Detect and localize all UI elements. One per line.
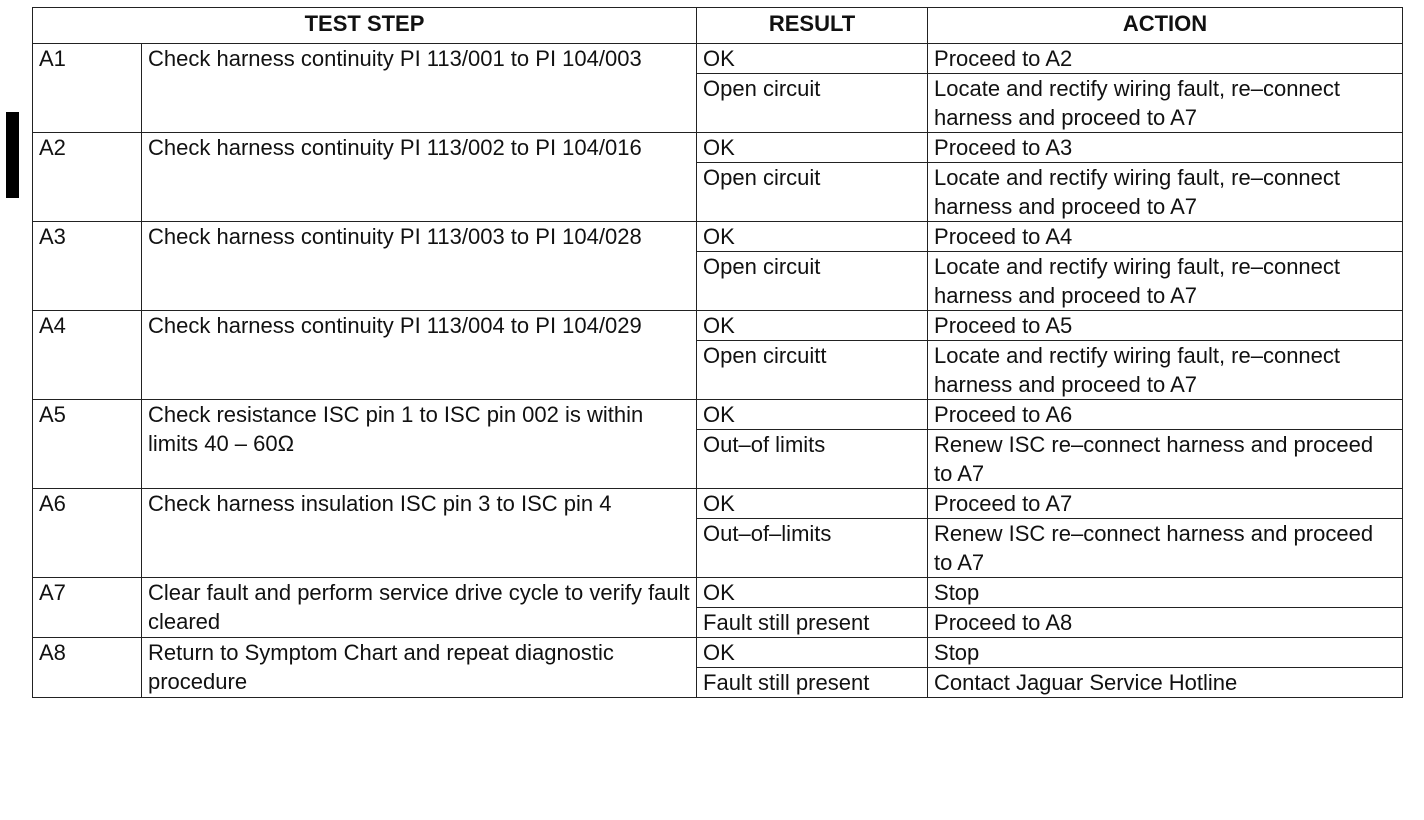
action-cell: Proceed to A6 <box>928 400 1403 430</box>
step-id: A6 <box>33 489 142 578</box>
step-id: A8 <box>33 638 142 698</box>
step-description: Check harness continuity PI 113/001 to PI 104/003 <box>142 44 697 133</box>
result-cell: OK <box>697 489 928 519</box>
step-id: A4 <box>33 311 142 400</box>
step-description: Check harness continuity PI 113/002 to PI 104/016 <box>142 133 697 222</box>
step-description: Check harness insulation ISC pin 3 to ISC pin 4 <box>142 489 697 578</box>
action-cell: Proceed to A8 <box>928 608 1403 638</box>
result-cell: OK <box>697 400 928 430</box>
step-id: A7 <box>33 578 142 638</box>
result-cell: OK <box>697 222 928 252</box>
result-cell: OK <box>697 133 928 163</box>
step-description: Check harness continuity PI 113/004 to PI 104/029 <box>142 311 697 400</box>
result-cell: Fault still present <box>697 668 928 698</box>
action-cell: Renew ISC re–connect harness and proceed to A7 <box>928 519 1403 578</box>
step-description: Check harness continuity PI 113/003 to PI 104/028 <box>142 222 697 311</box>
action-cell: Proceed to A7 <box>928 489 1403 519</box>
action-cell: Proceed to A2 <box>928 44 1403 74</box>
step-description: Clear fault and perform service drive cycle to verify fault cleared <box>142 578 697 638</box>
margin-change-bar <box>6 112 19 198</box>
table-row <box>33 311 1403 341</box>
result-cell: Open circuit <box>697 252 928 311</box>
result-cell: OK <box>697 578 928 608</box>
table-row <box>33 400 1403 430</box>
step-id: A2 <box>33 133 142 222</box>
action-cell: Proceed to A3 <box>928 133 1403 163</box>
action-cell: Locate and rectify wiring fault, re–connect harness and proceed to A7 <box>928 163 1403 222</box>
header-result: RESULT <box>697 8 928 44</box>
table-row <box>33 489 1403 519</box>
action-cell: Renew ISC re–connect harness and proceed to A7 <box>928 430 1403 489</box>
action-cell: Stop <box>928 578 1403 608</box>
action-cell: Locate and rectify wiring fault, re–connect harness and proceed to A7 <box>928 252 1403 311</box>
action-cell: Locate and rectify wiring fault, re–connect harness and proceed to A7 <box>928 341 1403 400</box>
result-cell: OK <box>697 638 928 668</box>
step-description: Return to Symptom Chart and repeat diagnostic procedure <box>142 638 697 698</box>
action-cell: Contact Jaguar Service Hotline <box>928 668 1403 698</box>
result-cell: Out–of–limits <box>697 519 928 578</box>
step-description: Check resistance ISC pin 1 to ISC pin 002 is within limits 40 – 60Ω <box>142 400 697 489</box>
action-cell: Locate and rectify wiring fault, re–connect harness and proceed to A7 <box>928 74 1403 133</box>
action-cell: Proceed to A5 <box>928 311 1403 341</box>
result-cell: OK <box>697 311 928 341</box>
result-cell: Open circuit <box>697 163 928 222</box>
step-id: A3 <box>33 222 142 311</box>
diagnostic-table <box>32 7 1403 698</box>
result-cell: Open circuit <box>697 74 928 133</box>
result-cell: Out–of limits <box>697 430 928 489</box>
action-cell: Stop <box>928 638 1403 668</box>
result-cell: Fault still present <box>697 608 928 638</box>
table-row <box>33 44 1403 74</box>
header-test-step: TEST STEP <box>33 8 697 44</box>
table-row <box>33 578 1403 608</box>
table-row <box>33 133 1403 163</box>
step-id: A5 <box>33 400 142 489</box>
action-cell: Proceed to A4 <box>928 222 1403 252</box>
table-row <box>33 638 1403 668</box>
step-id: A1 <box>33 44 142 133</box>
header-row <box>33 8 1403 44</box>
result-cell: Open circuitt <box>697 341 928 400</box>
result-cell: OK <box>697 44 928 74</box>
header-action: ACTION <box>928 8 1403 44</box>
table-row <box>33 222 1403 252</box>
